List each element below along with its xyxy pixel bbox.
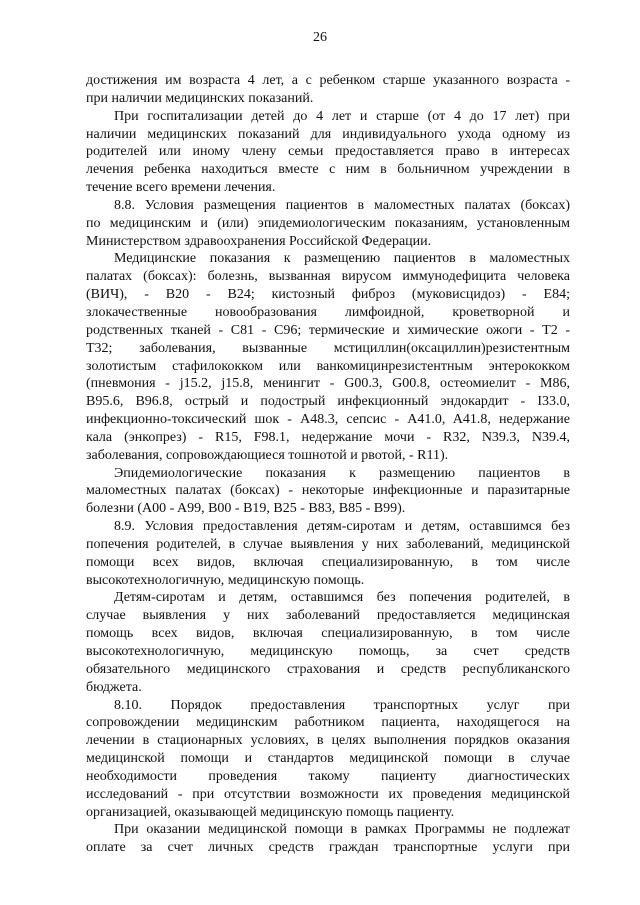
line-text: B95.6, B96.8, острый и подострый инфекционный эндокардит - I33.0, xyxy=(86,394,570,410)
line-text: медицинской помощи и стандартов медицинской помощи в случае xyxy=(86,751,570,767)
text-line xyxy=(86,679,570,697)
line-text: (ВИЧ), - B20 - B24; кистозный фиброз (муковисцидоз) - E84; xyxy=(86,287,570,303)
line-text: высокотехнологичную, медицинскую помощь. xyxy=(86,572,365,588)
line-text: заболевания, сопровождающиеся тошнотой и рвотой, - R11). xyxy=(86,447,449,463)
line-text: бюджета. xyxy=(86,679,142,695)
line-text: достижения им возраста 4 лет, а с ребенком старше указанного возраста - xyxy=(86,73,570,88)
line-text: сопровождении медицинским работником пациента, находящегося на xyxy=(86,715,570,731)
text-line xyxy=(86,161,570,179)
line-text: 8.10. Порядок предоставления транспортных услуг при xyxy=(114,697,570,713)
page-number: 26 xyxy=(313,30,327,45)
text-line xyxy=(86,358,570,376)
line-text: палатах (боксах): болезнь, вызванная вирусом иммунодефицита человека xyxy=(86,269,570,285)
text-line xyxy=(86,215,570,233)
text-line xyxy=(86,500,570,518)
text-line xyxy=(86,233,570,251)
text-line xyxy=(86,179,570,197)
text-line xyxy=(86,536,570,554)
text-line xyxy=(86,714,570,732)
line-text: течение всего времени лечения. xyxy=(86,180,276,196)
text-line xyxy=(86,197,570,215)
line-text: лечения ребенка находиться вместе с ним в больничном учреждении в xyxy=(86,162,570,178)
text-line xyxy=(86,625,570,643)
line-text: высокотехнологичную, медицинскую помощь, за счет средств xyxy=(86,644,570,659)
document-body xyxy=(86,72,570,857)
text-line xyxy=(86,340,570,358)
line-text: болезни (A00 - A99, B00 - B19, B25 - B83, B85 - B99). xyxy=(86,501,406,517)
text-line xyxy=(86,465,570,483)
line-text: необходимости проведения такому пациенту диагностических xyxy=(86,768,570,784)
line-text: Министерством здравоохранения Российской Федерации. xyxy=(86,233,432,249)
line-text: наличии медицинских показаний для индивидуального ухода одному из xyxy=(86,126,570,142)
text-line xyxy=(86,322,570,340)
line-text: помощь всех видов, включая специализированную, в том числе xyxy=(86,626,570,642)
line-text: попечения родителей, в случае выявления у них заболеваний, медицинской xyxy=(86,536,570,552)
text-line xyxy=(86,554,570,572)
text-line xyxy=(86,411,570,429)
text-line xyxy=(86,607,570,625)
text-line xyxy=(86,518,570,536)
line-text: лечении в стационарных условиях, в целях выполнения порядков оказания xyxy=(86,733,570,749)
text-line xyxy=(86,839,570,857)
text-line xyxy=(86,589,570,607)
line-text: исследований - при отсутствии возможности их проведения медицинской xyxy=(86,786,570,802)
text-line xyxy=(86,286,570,304)
text-line xyxy=(86,90,570,108)
text-line xyxy=(86,375,570,393)
text-line xyxy=(86,126,570,144)
line-text: оплате за счет личных средств граждан транспортные услуги при xyxy=(86,840,570,856)
line-text: случае выявления у них заболеваний предоставляется медицинская xyxy=(86,608,570,624)
line-text: инфекционно-токсический шок - A48.3, сепсис - A41.0, A41.8, недержание xyxy=(86,412,570,428)
line-text: по медицинским и (или) эпидемиологическим показаниям, установленным xyxy=(86,215,570,231)
text-line xyxy=(86,429,570,447)
text-line xyxy=(86,268,570,286)
line-text: обязательного медицинского страхования и средств республиканского xyxy=(86,661,570,677)
line-text: При оказании медицинской помощи в рамках Программы не подлежат xyxy=(114,822,570,838)
line-text: T32; заболевания, вызванные мстициллин(оксациллин)резистентным xyxy=(86,340,570,356)
text-line xyxy=(86,250,570,268)
line-text: Детям-сиротам и детям, оставшимся без попечения родителей, в xyxy=(114,590,570,606)
line-text: родственных тканей - C81 - C96; термические и химические ожоги - T2 - xyxy=(86,322,570,338)
text-line xyxy=(86,482,570,500)
line-text: родителей или иному члену семьи предоставляется право в интересах xyxy=(86,144,570,160)
line-text: организацией, оказывающей медицинскую помощь пациенту. xyxy=(86,804,455,820)
text-line xyxy=(86,697,570,715)
line-text: Медицинские показания к размещению пациентов в маломестных xyxy=(114,251,570,267)
text-line xyxy=(86,661,570,679)
text-line xyxy=(86,643,570,661)
text-line xyxy=(86,750,570,768)
line-text: злокачественные новообразования лимфоидной, кроветворной и xyxy=(86,304,570,320)
text-line xyxy=(86,786,570,804)
text-line xyxy=(86,72,570,90)
text-line xyxy=(86,143,570,161)
line-text: помощи всех видов, включая специализированную, в том числе xyxy=(86,554,570,570)
line-text: 8.8. Условия размещения пациентов в маломестных палатах (боксах) xyxy=(114,197,570,213)
text-line xyxy=(86,108,570,126)
text-line xyxy=(86,393,570,411)
line-text: золотистым стафилококком или ванкомицинрезистентным энтерококком xyxy=(86,358,570,374)
text-line xyxy=(86,447,570,465)
line-text: маломестных палатах (боксах) - некоторые инфекционные и паразитарные xyxy=(86,483,570,499)
text-line xyxy=(86,572,570,590)
line-text: При госпитализации детей до 4 лет и старше (от 4 до 17 лет) при xyxy=(114,108,570,124)
line-text: кала (энкопрез) - R15, F98.1, недержание мочи - R32, N39.3, N39.4, xyxy=(86,429,570,445)
line-text: Эпидемиологические показания к размещению пациентов в xyxy=(114,465,570,481)
text-line xyxy=(86,304,570,322)
line-text: при наличии медицинских показаний. xyxy=(86,90,314,106)
text-line xyxy=(86,821,570,839)
line-text: (пневмония - j15.2, j15.8, менингит - G00.3, G00.8, остеомиелит - M86, xyxy=(86,376,570,392)
text-line xyxy=(86,732,570,750)
text-line xyxy=(86,804,570,822)
text-line xyxy=(86,768,570,786)
line-text: 8.9. Условия предоставления детям-сиротам и детям, оставшимся без xyxy=(114,519,570,535)
